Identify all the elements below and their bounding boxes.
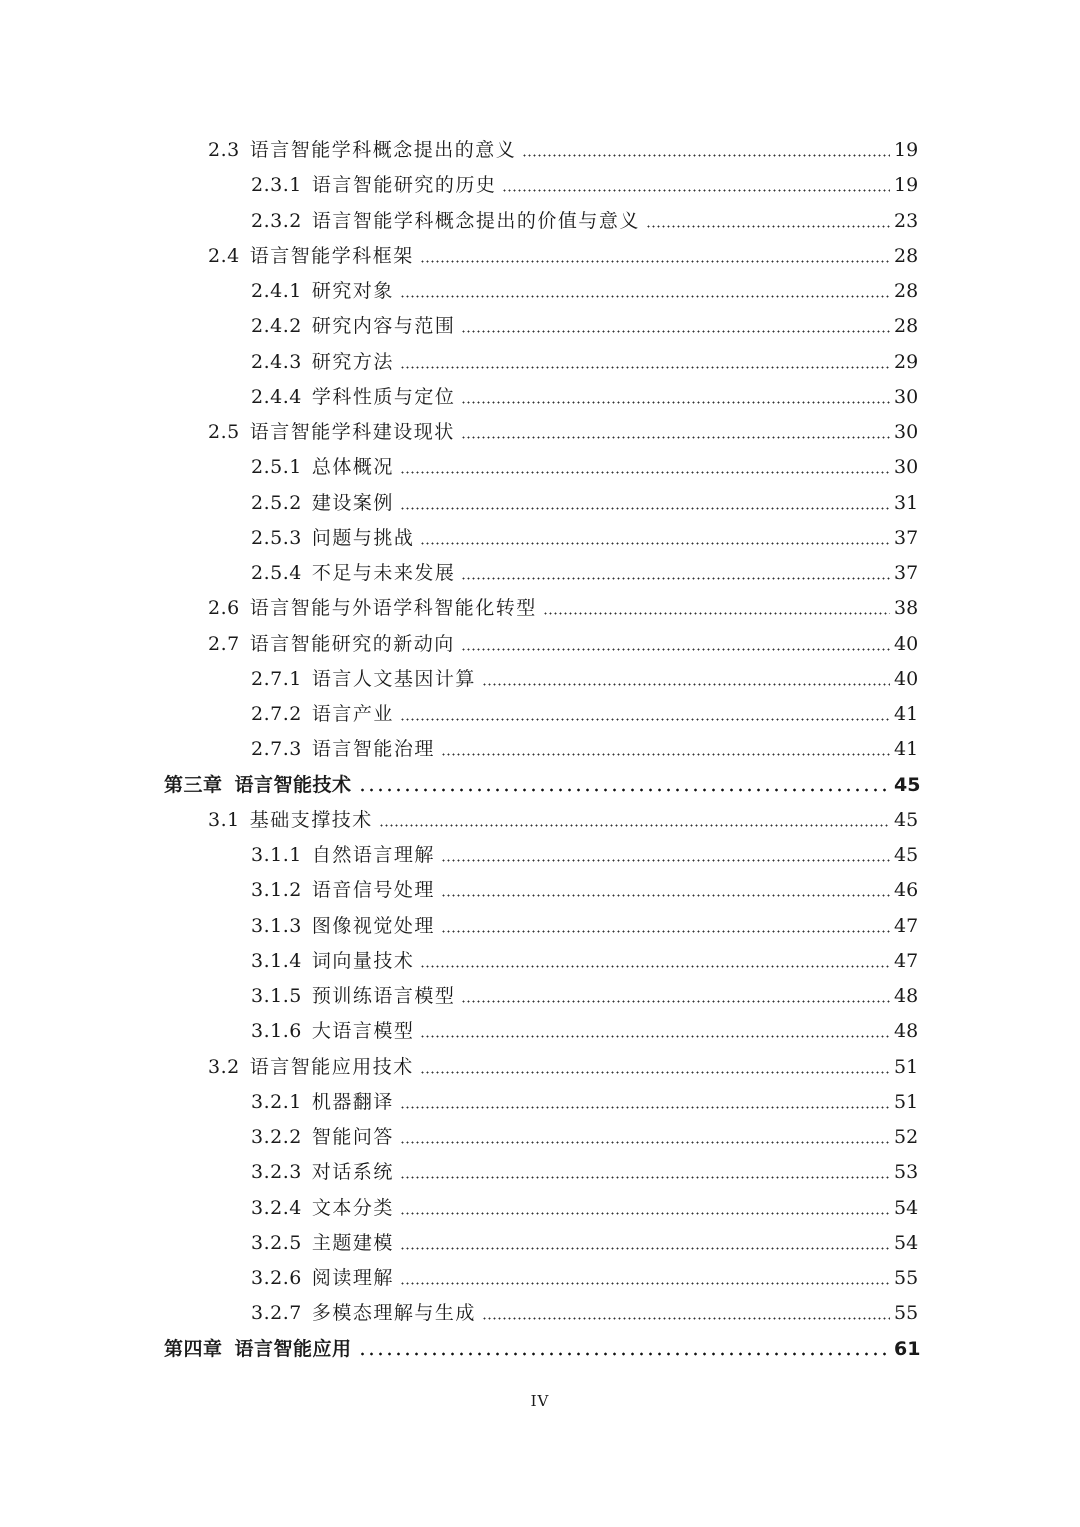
toc-entry-number: 2.5.1	[251, 456, 302, 479]
toc-entry-number: 3.2.4	[251, 1196, 302, 1219]
dot-leader	[482, 675, 890, 694]
toc-entry-title: 文本分类	[311, 1196, 394, 1219]
dot-leader	[420, 534, 890, 553]
toc-entry[interactable]	[0, 909, 1080, 944]
toc-entry-page: 48	[894, 1020, 919, 1043]
toc-entry-number: 3.2.5	[251, 1231, 302, 1254]
toc-entry[interactable]	[0, 697, 1080, 732]
toc-entry-number: 3.1	[208, 808, 240, 831]
toc-entry-number: 3.2.7	[251, 1302, 302, 1325]
toc-entry[interactable]	[0, 803, 1080, 838]
toc-entry-page: 38	[894, 597, 919, 620]
toc-entry-number: 2.6	[208, 597, 240, 620]
toc-entry-page: 29	[894, 350, 919, 373]
toc-entry[interactable]	[0, 1014, 1080, 1049]
dot-leader	[441, 922, 890, 941]
dot-leader	[482, 1309, 890, 1328]
dot-leader	[400, 1133, 890, 1152]
dot-leader	[461, 992, 890, 1011]
toc-entry-title: 智能问答	[311, 1126, 394, 1149]
toc-entry[interactable]	[0, 944, 1080, 979]
toc-entry-page: 54	[894, 1196, 919, 1219]
dot-leader	[400, 287, 890, 306]
toc-entry[interactable]	[0, 662, 1080, 697]
toc-entry[interactable]	[0, 1296, 1080, 1331]
toc-entry-number: 3.1.5	[251, 985, 302, 1008]
dot-leader	[420, 252, 890, 271]
toc-entry-title: 语言智能研究的新动向	[249, 632, 455, 655]
dot-leader	[400, 1204, 890, 1223]
toc-entry-title: 预训练语言模型	[311, 985, 456, 1008]
dot-leader	[441, 745, 890, 764]
toc-entry-number: 3.2	[208, 1055, 240, 1078]
toc-entry-number: 2.7.1	[251, 667, 302, 690]
dot-leader	[400, 499, 890, 518]
toc-entry-page: 37	[894, 562, 919, 585]
dot-leader	[461, 322, 890, 341]
toc-entry-page: 19	[894, 139, 919, 162]
toc-entry-number: 3.2.2	[251, 1126, 302, 1149]
toc-entry-page: 40	[894, 667, 919, 690]
toc-entry-number: 2.5	[208, 421, 240, 444]
toc-entry-page: 30	[894, 385, 919, 408]
toc-entry-number: 2.7.2	[251, 703, 302, 726]
toc-entry-title: 语言智能应用技术	[249, 1055, 414, 1078]
toc-entry-title: 问题与挑战	[311, 526, 415, 549]
toc-entry-title: 语言智能研究的历史	[311, 174, 497, 197]
toc-entry-page: 48	[894, 985, 919, 1008]
toc-entry-title: 大语言模型	[311, 1020, 415, 1043]
dot-leader	[461, 428, 890, 447]
toc-entry-page: 61	[894, 1337, 921, 1360]
toc-entry-number: 2.4.1	[251, 280, 302, 303]
toc-entry[interactable]	[0, 450, 1080, 485]
toc-entry-title: 自然语言理解	[311, 844, 435, 867]
toc-entry-page: 46	[894, 879, 919, 902]
toc-entry[interactable]	[0, 1050, 1080, 1085]
dot-leader	[400, 1239, 890, 1258]
toc-entry-page: 31	[894, 491, 919, 514]
toc-entry-title: 不足与未来发展	[311, 562, 456, 585]
toc-entry[interactable]	[0, 309, 1080, 344]
toc-entry[interactable]	[0, 591, 1080, 626]
toc-entry-title: 语言产业	[311, 703, 394, 726]
toc-entry-page: 41	[894, 738, 919, 761]
toc-chapter-entry[interactable]	[0, 768, 1080, 803]
dot-leader	[646, 217, 890, 236]
toc-entry-title: 语言智能学科建设现状	[249, 421, 455, 444]
dot-leader	[461, 569, 890, 588]
toc-entry-page: 45	[894, 773, 921, 796]
toc-entry[interactable]	[0, 627, 1080, 662]
toc-entry-page: 23	[894, 209, 919, 232]
toc-entry[interactable]	[0, 168, 1080, 203]
toc-entry-number: 2.4.4	[251, 385, 302, 408]
toc-entry-title: 语言人文基因计算	[311, 667, 476, 690]
toc-entry-title: 语言智能学科框架	[249, 244, 414, 267]
toc-entry[interactable]	[0, 979, 1080, 1014]
dot-leader	[400, 710, 890, 729]
toc-entry-title: 基础支撑技术	[249, 808, 373, 831]
toc-entry-page: 54	[894, 1231, 919, 1254]
toc-entry-number: 2.7	[208, 632, 240, 655]
toc-entry-title: 语言智能学科概念提出的意义	[249, 139, 517, 162]
toc-entry-number: 3.1.4	[251, 949, 302, 972]
toc-entry-page: 30	[894, 421, 919, 444]
toc-entry-title: 语言智能治理	[311, 738, 435, 761]
toc-entry[interactable]	[0, 873, 1080, 908]
dot-leader	[358, 1345, 890, 1364]
toc-entry[interactable]	[0, 1261, 1080, 1296]
toc-entry-title: 图像视觉处理	[311, 914, 435, 937]
dot-leader	[379, 816, 890, 835]
toc-entry-title: 语音信号处理	[311, 879, 435, 902]
toc-entry-number: 2.4	[208, 244, 240, 267]
toc-entry-page: 40	[894, 632, 919, 655]
dot-leader	[461, 393, 890, 412]
toc-entry[interactable]	[0, 732, 1080, 767]
toc-entry-number: 第四章	[164, 1337, 223, 1360]
toc-entry-number: 3.1.6	[251, 1020, 302, 1043]
toc-entry-title: 机器翻译	[311, 1090, 394, 1113]
table-of-contents	[0, 133, 1080, 1367]
toc-entry-page: 47	[894, 914, 919, 937]
toc-entry-title: 词向量技术	[311, 949, 415, 972]
dot-leader	[522, 146, 890, 165]
toc-entry[interactable]	[0, 239, 1080, 274]
toc-entry-number: 2.5.4	[251, 562, 302, 585]
toc-entry-title: 语言智能应用	[234, 1337, 352, 1360]
toc-entry-number: 2.3.1	[251, 174, 302, 197]
toc-entry-number: 3.2.6	[251, 1267, 302, 1290]
toc-entry-title: 语言智能与外语学科智能化转型	[249, 597, 537, 620]
toc-entry-title: 总体概况	[311, 456, 394, 479]
toc-entry-title: 研究内容与范围	[311, 315, 456, 338]
toc-entry-page: 53	[894, 1161, 919, 1184]
toc-entry-number: 2.5.2	[251, 491, 302, 514]
toc-entry-page: 45	[894, 808, 919, 831]
toc-entry-title: 建设案例	[311, 491, 394, 514]
toc-entry[interactable]	[0, 1085, 1080, 1120]
toc-entry-page: 30	[894, 456, 919, 479]
toc-entry[interactable]	[0, 345, 1080, 380]
toc-entry-number: 3.1.1	[251, 844, 302, 867]
dot-leader	[358, 781, 890, 800]
toc-entry-page: 51	[894, 1090, 919, 1113]
dot-leader	[400, 358, 890, 377]
dot-leader	[441, 886, 890, 905]
toc-entry[interactable]	[0, 1155, 1080, 1190]
toc-entry-title: 语言智能学科概念提出的价值与意义	[311, 209, 640, 232]
toc-entry-number: 2.3.2	[251, 209, 302, 232]
toc-entry-page: 19	[894, 174, 919, 197]
toc-entry[interactable]	[0, 133, 1080, 168]
toc-entry-page: 55	[894, 1267, 919, 1290]
toc-entry-title: 对话系统	[311, 1161, 394, 1184]
toc-entry-number: 第三章	[164, 773, 223, 796]
dot-leader	[441, 851, 890, 870]
toc-entry-title: 研究方法	[311, 350, 394, 373]
toc-entry-number: 3.2.3	[251, 1161, 302, 1184]
dot-leader	[502, 181, 890, 200]
toc-entry-number: 3.1.2	[251, 879, 302, 902]
toc-entry-number: 2.7.3	[251, 738, 302, 761]
dot-leader	[420, 957, 890, 976]
dot-leader	[400, 1274, 890, 1293]
toc-entry-title: 学科性质与定位	[311, 385, 456, 408]
dot-leader	[543, 604, 890, 623]
toc-entry-title: 主题建模	[311, 1231, 394, 1254]
toc-chapter-entry[interactable]	[0, 1332, 1080, 1367]
toc-entry-page: 51	[894, 1055, 919, 1078]
toc-entry-title: 阅读理解	[311, 1267, 394, 1290]
dot-leader	[400, 1098, 890, 1117]
toc-entry-number: 2.4.2	[251, 315, 302, 338]
toc-entry-title: 语言智能技术	[234, 773, 352, 796]
toc-entry-page: 47	[894, 949, 919, 972]
page-number: IV	[530, 1392, 550, 1410]
toc-entry-page: 28	[894, 244, 919, 267]
toc-entry-number: 2.3	[208, 139, 240, 162]
toc-entry-page: 52	[894, 1126, 919, 1149]
toc-entry[interactable]	[0, 521, 1080, 556]
toc-entry-page: 28	[894, 315, 919, 338]
dot-leader	[461, 640, 890, 659]
toc-entry-number: 3.1.3	[251, 914, 302, 937]
toc-entry[interactable]	[0, 274, 1080, 309]
toc-entry[interactable]	[0, 204, 1080, 239]
toc-entry[interactable]	[0, 838, 1080, 873]
dot-leader	[400, 463, 890, 482]
toc-entry[interactable]	[0, 1120, 1080, 1155]
toc-entry-title: 多模态理解与生成	[311, 1302, 476, 1325]
toc-entry-number: 2.4.3	[251, 350, 302, 373]
toc-entry-page: 45	[894, 844, 919, 867]
toc-entry-page: 41	[894, 703, 919, 726]
toc-entry-title: 研究对象	[311, 280, 394, 303]
toc-entry-page: 28	[894, 280, 919, 303]
dot-leader	[420, 1027, 890, 1046]
toc-entry-number: 2.5.3	[251, 526, 302, 549]
toc-entry[interactable]	[0, 1226, 1080, 1261]
toc-entry-page: 55	[894, 1302, 919, 1325]
toc-entry-page: 37	[894, 526, 919, 549]
dot-leader	[400, 1168, 890, 1187]
toc-entry[interactable]	[0, 1191, 1080, 1226]
toc-entry[interactable]	[0, 415, 1080, 450]
toc-entry[interactable]	[0, 556, 1080, 591]
toc-entry[interactable]	[0, 486, 1080, 521]
toc-entry[interactable]	[0, 380, 1080, 415]
toc-entry-number: 3.2.1	[251, 1090, 302, 1113]
dot-leader	[420, 1063, 890, 1082]
